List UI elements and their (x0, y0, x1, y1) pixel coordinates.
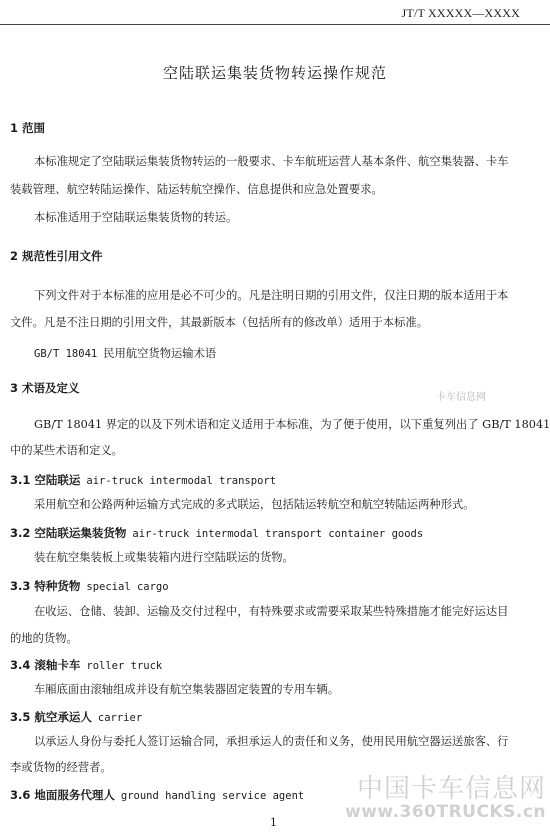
section-3-intro-line-2: 中的某些术语和定义。 (10, 444, 123, 457)
term-chinese: 特种货物 (34, 579, 81, 593)
term-chinese: 空陆联运 (34, 473, 81, 487)
term-3-4-heading (10, 657, 162, 673)
term-number: 3.3 (10, 579, 31, 593)
watermark-site-name: 中国卡车信息网 (356, 774, 546, 804)
term-3-2-heading (10, 525, 423, 541)
term-chinese: 地面服务代理人 (34, 788, 115, 802)
term-chinese: 航空承运人 (34, 710, 92, 724)
term-3-1-definition: 采用航空和公路两种运输方式完成的多式联运，包括陆运转航空和航空转陆运两种形式。 (34, 498, 475, 511)
term-3-5-heading (10, 709, 142, 725)
term-3-4-definition: 车厢底面由滚轴组成并设有航空集装器固定装置的专用车辆。 (34, 683, 340, 696)
reference-code: GB/T 18041 (34, 348, 98, 360)
normative-reference (34, 345, 216, 361)
side-watermark: 卡车信息网 (436, 392, 486, 403)
term-3-1-heading (10, 472, 276, 488)
section-1-heading: 1 范围 (10, 121, 46, 135)
section-2-heading: 2 规范性引用文件 (10, 249, 103, 263)
page-number: 1 (270, 816, 277, 829)
section-2-paragraph-line-1: 下列文件对于本标准的应用是必不可少的。凡是注明日期的引用文件，仅注日期的版本适用于本 (34, 289, 509, 302)
document-title: 空陆联运集装货物转运操作规范 (162, 64, 387, 82)
term-3-3-heading (10, 578, 169, 594)
term-3-5-definition-line-1: 以承运人身份与委托人签订运输合同，承担承运人的责任和义务，使用民用航空器运送旅客、行 (34, 735, 509, 748)
watermark-url: www.360TRUCKS.cn (345, 802, 546, 822)
term-3-6-heading (10, 787, 304, 803)
term-number: 3.5 (10, 710, 31, 724)
term-number: 3.6 (10, 788, 31, 802)
term-number: 3.4 (10, 658, 31, 672)
term-3-3-definition-line-2: 的地的货物。 (10, 632, 78, 645)
term-english: air-truck intermodal transport container goods (132, 528, 424, 540)
section-1-paragraph-1-line-1: 本标准规定了空陆联运集装货物转运的一般要求、卡车航班运营人基本条件、航空集装器、卡车 (34, 155, 509, 168)
term-chinese: 滚轴卡车 (34, 658, 81, 672)
term-english: air-truck intermodal transport (86, 475, 277, 487)
term-number: 3.2 (10, 526, 31, 540)
section-2-paragraph-line-2: 文件。凡是不注日期的引用文件，其最新版本（包括所有的修改单）适用于本标准。 (10, 316, 428, 329)
term-3-2-definition: 装在航空集装板上或集装箱内进行空陆联运的货物。 (34, 551, 294, 564)
section-1-paragraph-1-line-2: 装载管理、航空转陆运操作、陆运转航空操作、信息提供和应急处置要求。 (10, 183, 383, 196)
section-3-heading: 3 术语及定义 (10, 381, 80, 395)
term-3-3-definition-line-1: 在收运、仓储、装卸、运输及交付过程中，有特殊要求或需要采取某些特殊措施才能完好运达目 (34, 605, 509, 618)
section-3-intro-line-1: GB/T 18041 界定的以及下列术语和定义适用于本标准，为了便于使用，以下重复列出了 GB/T 18041 (34, 418, 550, 431)
term-english: ground handling service agent (120, 790, 305, 802)
reference-title: 民用航空货物运输术语 (103, 347, 217, 360)
term-3-5-definition-line-2: 李或货物的经营者。 (10, 761, 112, 774)
term-chinese: 空陆联运集装货物 (34, 526, 127, 540)
term-english: carrier (97, 712, 143, 724)
term-english: roller truck (86, 660, 163, 672)
standard-code: JT/T XXXXX—XXXX (401, 6, 520, 20)
header-rule (0, 24, 550, 25)
term-english: special cargo (86, 581, 169, 593)
term-number: 3.1 (10, 473, 31, 487)
section-1-paragraph-2: 本标准适用于空陆联运集装货物的转运。 (34, 211, 238, 224)
site-watermark (345, 776, 546, 821)
